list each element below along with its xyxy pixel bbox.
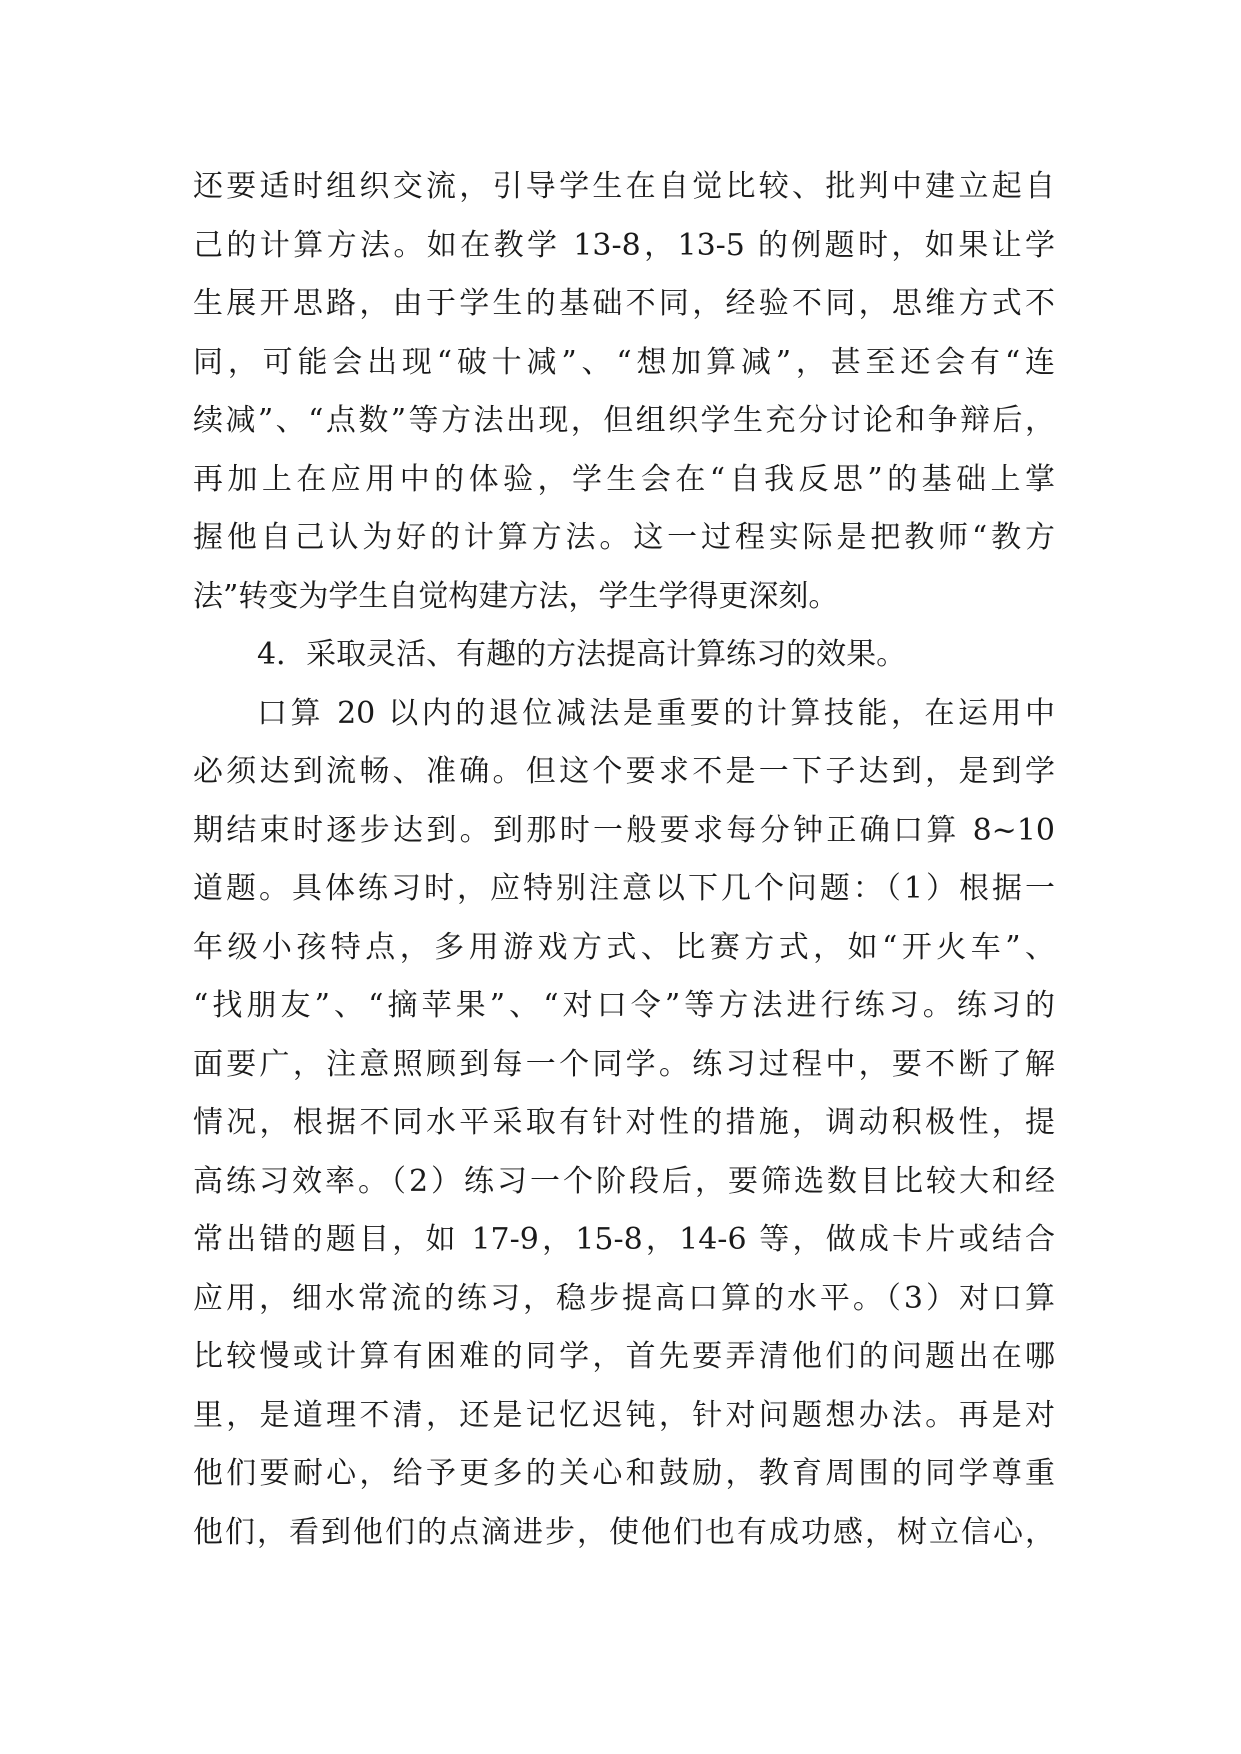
text-line: 握他自己认为好的计算方法。这一过程实际是把教师“教方 bbox=[193, 520, 1055, 555]
text-line: 他们要耐心，给予更多的关心和鼓励，教育周围的同学尊重 bbox=[193, 1456, 1055, 1491]
text-line: “找朋友”、“摘苹果”、“对口令”等方法进行练习。练习的 bbox=[193, 988, 1055, 1023]
text-line: 期结束时逐步达到。到那时一般要求每分钟正确口算 8~10 bbox=[193, 812, 1055, 848]
section-heading: 4．采取灵活、有趣的方法提高计算练习的效果。 bbox=[257, 637, 907, 672]
text-line: 高练习效率。（2）练习一个阶段后，要筛选数目比较大和经 bbox=[193, 1163, 1055, 1199]
text-line: 应用，细水常流的练习，稳步提高口算的水平。（3）对口算 bbox=[193, 1280, 1055, 1316]
text-line: 面要广，注意照顾到每一个同学。练习过程中，要不断了解 bbox=[193, 1046, 1055, 1082]
text-line: 再加上在应用中的体验，学生会在“自我反思”的基础上掌 bbox=[193, 461, 1055, 497]
text-line: 生展开思路，由于学生的基础不同，经验不同，思维方式不 bbox=[193, 286, 1055, 321]
text-line: 法”转变为学生自觉构建方法，学生学得更深刻。 bbox=[193, 578, 839, 614]
text-line: 里，是道理不清，还是记忆迟钝，针对问题想办法。再是对 bbox=[193, 1397, 1055, 1433]
text-line: 续减”、“点数”等方法出现，但组织学生充分讨论和争辩后， bbox=[193, 403, 1055, 438]
text-line: 口算 20 以内的退位减法是重要的计算技能，在运用中 bbox=[257, 695, 1055, 731]
text-line: 还要适时组织交流，引导学生在自觉比较、批判中建立起自 bbox=[193, 169, 1055, 204]
text-line: 己的计算方法。如在教学 13-8，13-5 的例题时，如果让学 bbox=[193, 227, 1055, 263]
text-line: 同，可能会出现“破十减”、“想加算减”，甚至还会有“连 bbox=[193, 344, 1055, 380]
text-line: 常出错的题目，如 17-9，15-8，14-6 等，做成卡片或结合 bbox=[193, 1222, 1055, 1257]
text-line: 必须达到流畅、准确。但这个要求不是一下子达到，是到学 bbox=[193, 754, 1055, 789]
text-line: 他们，看到他们的点滴进步，使他们也有成功感，树立信心， bbox=[193, 1514, 1055, 1550]
text-line: 年级小孩特点，多用游戏方式、比赛方式，如“开火车”、 bbox=[193, 929, 1055, 965]
text-line: 比较慢或计算有困难的同学，首先要弄清他们的问题出在哪 bbox=[193, 1339, 1055, 1374]
text-line: 情况，根据不同水平采取有针对性的措施，调动积极性，提 bbox=[193, 1105, 1055, 1140]
text-line: 道题。具体练习时，应特别注意以下几个问题：（1）根据一 bbox=[193, 871, 1055, 906]
document-body bbox=[193, 158, 1055, 1562]
